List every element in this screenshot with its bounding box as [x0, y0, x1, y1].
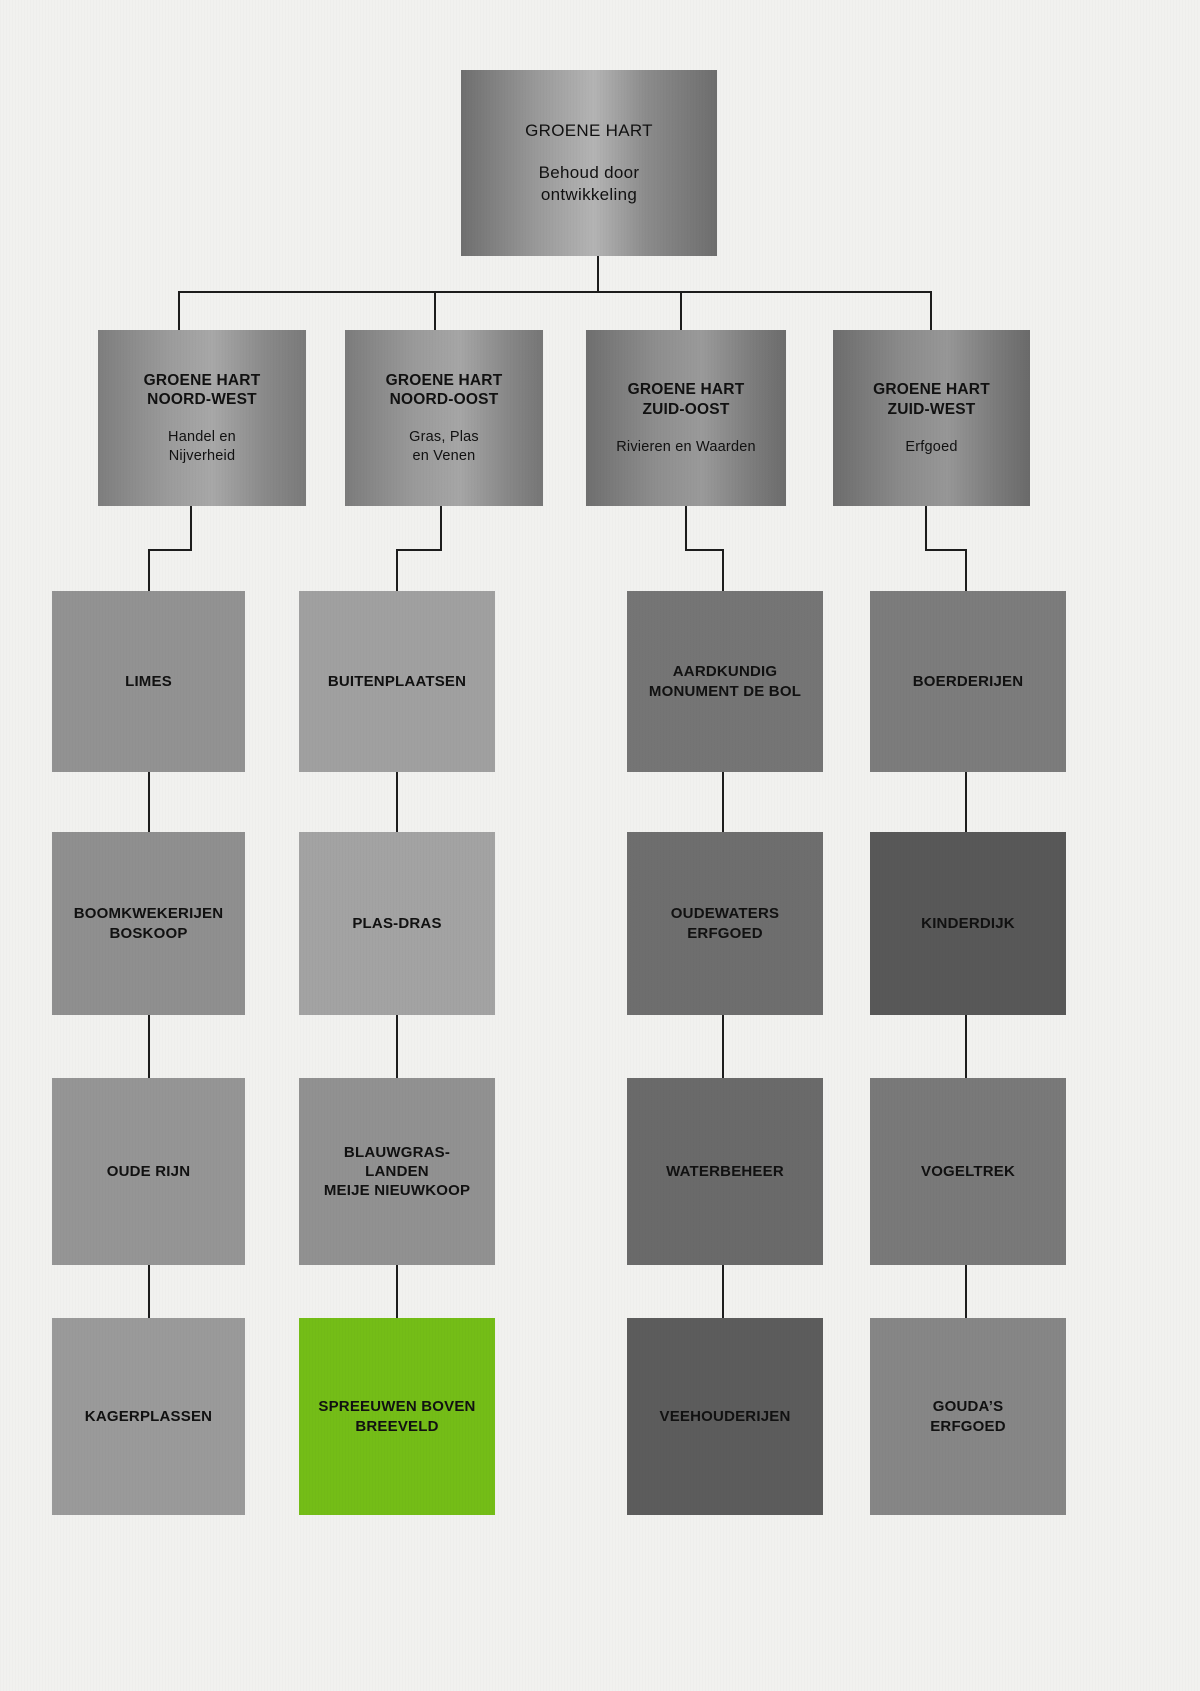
node-root[interactable]	[461, 70, 717, 256]
node-buitenplaatsen[interactable]	[299, 591, 495, 772]
leaf-line1: BLAUWGRAS-	[343, 1143, 451, 1161]
branch-title-line1: GROENE HART	[143, 371, 261, 389]
connector-branch-drop-1	[178, 291, 180, 330]
leaf-line1: OUDE RIJN	[106, 1162, 191, 1180]
node-root-line3: ontwikkeling	[540, 184, 638, 204]
leaf-line2: BOSKOOP	[109, 924, 188, 942]
branch-title-line1: GROENE HART	[385, 371, 503, 389]
node-veehouderijen[interactable]	[627, 1318, 823, 1515]
node-root-line2: Behoud door	[538, 163, 640, 183]
node-limes[interactable]	[52, 591, 245, 772]
leaf-line1: AARDKUNDIG	[672, 663, 778, 681]
connector-b4-c3-c4	[965, 1265, 967, 1318]
connector-b3-c1-c2	[722, 772, 724, 832]
leaf-line3: MEIJE NIEUWKOOP	[323, 1182, 471, 1200]
connector-b2-c1-a	[440, 506, 442, 550]
connector-branch-drop-3	[680, 291, 682, 330]
connector-b1-c1-c	[148, 549, 150, 591]
connector-b4-c1-c	[965, 549, 967, 591]
node-branch-noord-west[interactable]	[98, 330, 306, 506]
leaf-line1: BOOMKWEKERIJEN	[73, 905, 224, 923]
branch-sub-line1: Rivieren en Waarden	[616, 438, 756, 455]
connector-b2-c1-b	[396, 549, 442, 551]
leaf-line1: WATERBEHEER	[666, 1162, 784, 1180]
leaf-line2: MONUMENT DE BOL	[648, 682, 802, 700]
node-aardkundig-monument-de-bol[interactable]	[627, 591, 823, 772]
connector-b3-c1-a	[685, 506, 687, 550]
node-blauwgraslanden-meije-nieuwkoop[interactable]	[299, 1078, 495, 1265]
node-vogeltrek[interactable]	[870, 1078, 1066, 1265]
branch-sub-line1: Erfgoed	[905, 438, 958, 455]
connector-b4-c1-c2	[965, 772, 967, 832]
leaf-line1: BUITENPLAATSEN	[327, 672, 467, 690]
node-plas-dras[interactable]	[299, 832, 495, 1015]
node-branch-noord-oost[interactable]	[345, 330, 543, 506]
node-boerderijen[interactable]	[870, 591, 1066, 772]
node-root-line1: GROENE HART	[525, 121, 653, 141]
connector-b4-c1-a	[925, 506, 927, 550]
connector-branch-drop-2	[434, 291, 436, 330]
branch-title-line2: ZUID-OOST	[642, 400, 730, 418]
connector-b1-c1-a	[190, 506, 192, 550]
branch-title-line2: NOORD-OOST	[389, 391, 499, 409]
leaf-line1: KINDERDIJK	[921, 914, 1015, 932]
branch-sub-line2: en Venen	[412, 447, 476, 464]
leaf-line1: BOERDERIJEN	[912, 672, 1024, 690]
connector-b1-c1-c2	[148, 772, 150, 832]
connector-b3-c1-c	[722, 549, 724, 591]
node-spreeuwen-boven-breeveld[interactable]	[299, 1318, 495, 1515]
connector-b4-c2-c3	[965, 1015, 967, 1078]
branch-title-line1: GROENE HART	[627, 380, 745, 398]
connector-b3-c1-b	[685, 549, 724, 551]
connector-b2-c3-c4	[396, 1265, 398, 1318]
leaf-line1: LIMES	[125, 672, 172, 690]
branch-title-line2: ZUID-WEST	[887, 400, 976, 418]
leaf-line2: ERFGOED	[687, 924, 763, 942]
connector-branch-drop-4	[930, 291, 932, 330]
node-waterbeheer[interactable]	[627, 1078, 823, 1265]
connector-root-stem	[597, 256, 599, 292]
branch-title-line1: GROENE HART	[873, 380, 990, 398]
node-goudas-erfgoed[interactable]	[870, 1318, 1066, 1515]
leaf-line1: VOGELTREK	[920, 1162, 1016, 1180]
leaf-line2: BREEVELD	[355, 1417, 439, 1435]
leaf-line1: VEEHOUDERIJEN	[659, 1407, 791, 1425]
connector-b4-c1-b	[925, 549, 967, 551]
node-kagerplassen[interactable]	[52, 1318, 245, 1515]
connector-b2-c1-c	[396, 549, 398, 591]
node-oudewaters-erfgoed[interactable]	[627, 832, 823, 1015]
connector-b3-c3-c4	[722, 1265, 724, 1318]
branch-sub-line1: Handel en	[168, 429, 236, 446]
branch-sub-line2: Nijverheid	[168, 447, 236, 464]
node-oude-rijn[interactable]	[52, 1078, 245, 1265]
connector-b3-c2-c3	[722, 1015, 724, 1078]
leaf-line1: PLAS-DRAS	[352, 914, 442, 932]
connector-b1-c2-c3	[148, 1015, 150, 1078]
node-kinderdijk[interactable]	[870, 832, 1066, 1015]
leaf-line1: GOUDA’S	[932, 1398, 1004, 1416]
connector-b1-c3-c4	[148, 1265, 150, 1318]
connector-b2-c1-c2	[396, 772, 398, 832]
leaf-line2: ERFGOED	[930, 1417, 1006, 1435]
connector-b1-c1-b	[148, 549, 192, 551]
leaf-line1: KAGERPLASSEN	[84, 1407, 213, 1425]
leaf-line1: SPREEUWEN BOVEN	[318, 1398, 476, 1416]
connector-b2-c2-c3	[396, 1015, 398, 1078]
node-boomkwekerijen-boskoop[interactable]	[52, 832, 245, 1015]
leaf-line2: LANDEN	[365, 1162, 429, 1180]
node-branch-zuid-oost[interactable]	[586, 330, 786, 506]
leaf-line1: OUDEWATERS	[670, 905, 780, 923]
branch-sub-line1: Gras, Plas	[409, 429, 479, 446]
connector-root-bus	[178, 291, 931, 293]
branch-title-line2: NOORD-WEST	[147, 391, 257, 409]
node-branch-zuid-west[interactable]	[833, 330, 1030, 506]
